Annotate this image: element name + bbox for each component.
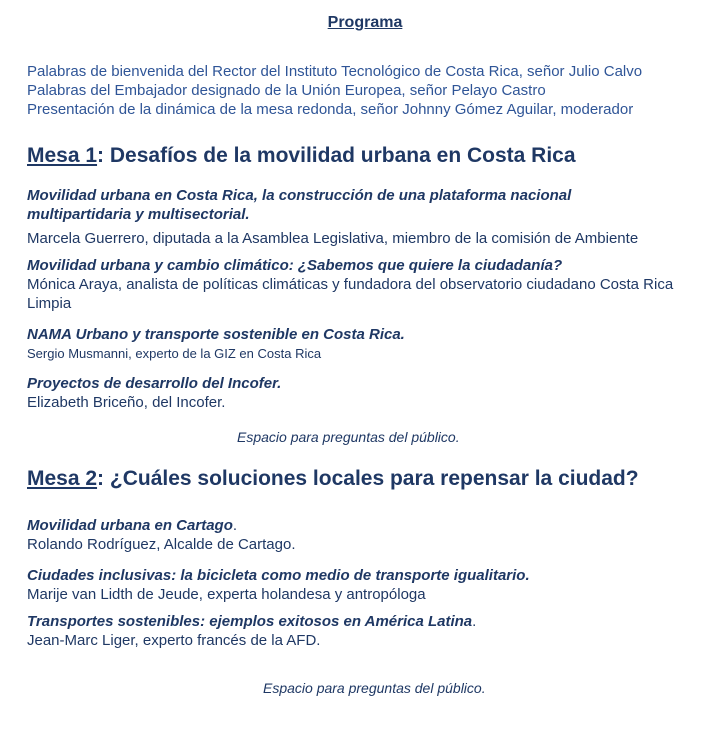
intro-list (27, 62, 707, 119)
mesa2-item-2-topic: Ciudades inclusivas: la bicicleta como medio de transporte igualitario. (27, 567, 530, 584)
intro-item-moderator: Presentación de la dinámica de la mesa redonda, señor Johnny Gómez Aguilar, moderador (27, 101, 634, 118)
mesa1-item-4-topic: Proyectos de desarrollo del Incofer. (27, 375, 282, 392)
intro-item-ambassador: Palabras del Embajador designado de la Unión Europea, señor Pelayo Castro (27, 82, 546, 99)
mesa1-item-4 (27, 374, 707, 412)
mesa2-heading (27, 467, 639, 491)
mesa2-item-3-topic-suffix: . (472, 613, 477, 630)
mesa1-item-1 (27, 186, 617, 224)
mesa1-item-3-speaker: Sergio Musmanni, experto de la GIZ en Costa Rica (27, 346, 322, 361)
mesa1-heading (27, 144, 576, 168)
mesa1-label: Mesa 1 (27, 144, 98, 167)
mesa1-item-3-topic: NAMA Urbano y transporte sostenible en Costa Rica. (27, 326, 405, 343)
mesa2-item-1-topic-suffix: . (232, 517, 238, 534)
mesa1-item-4-speaker: Elizabeth Briceño, del Incofer. (27, 394, 226, 411)
mesa2-item-2-speaker: Marije van Lidth de Jeude, experta holandesa y antropóloga (27, 586, 426, 603)
mesa2-questions: Espacio para preguntas del público. (263, 680, 486, 696)
mesa1-item-1-speaker: Marcela Guerrero, diputada a la Asamblea Legislativa, miembro de la comisión de Ambiente (27, 230, 639, 247)
mesa2-item-1 (27, 516, 707, 554)
mesa1-questions: Espacio para preguntas del público. (237, 429, 460, 445)
mesa1-item-1-topic: Movilidad urbana en Costa Rica, la construcción de una plataforma nacional multipartidaria y multisectorial. (27, 187, 572, 223)
mesa1-item-2-speaker: Mónica Araya, analista de políticas climáticas y fundadora del observatorio ciudadano Costa Rica Limpia (27, 276, 674, 312)
mesa1-item-1-speaker-wrap (27, 229, 707, 248)
mesa2-item-3-topic: Transportes sostenibles: ejemplos exitosos en América Latina (27, 613, 473, 630)
mesa1-item-2-topic: Movilidad urbana y cambio climático: ¿Sabemos que quiere la ciudadanía? (27, 257, 563, 274)
mesa2-item-3 (27, 612, 707, 650)
mesa2-item-3-speaker: Jean-Marc Liger, experto francés de la AFD. (27, 632, 321, 649)
mesa2-item-1-topic: Movilidad urbana en Cartago (27, 517, 233, 534)
mesa2-title: : ¿Cuáles soluciones locales para repensar la ciudad? (97, 467, 639, 490)
mesa2-item-2 (27, 566, 707, 604)
mesa2-item-1-speaker: Rolando Rodríguez, Alcalde de Cartago. (27, 536, 296, 553)
intro-item-welcome: Palabras de bienvenida del Rector del Instituto Tecnológico de Costa Rica, señor Julio Calvo (27, 63, 643, 80)
mesa2-label: Mesa 2 (27, 467, 98, 490)
mesa1-title: : Desafíos de la movilidad urbana en Costa Rica (97, 144, 576, 167)
mesa1-item-3 (27, 325, 707, 363)
program-title: Programa (327, 14, 403, 31)
mesa1-item-2 (27, 256, 707, 313)
